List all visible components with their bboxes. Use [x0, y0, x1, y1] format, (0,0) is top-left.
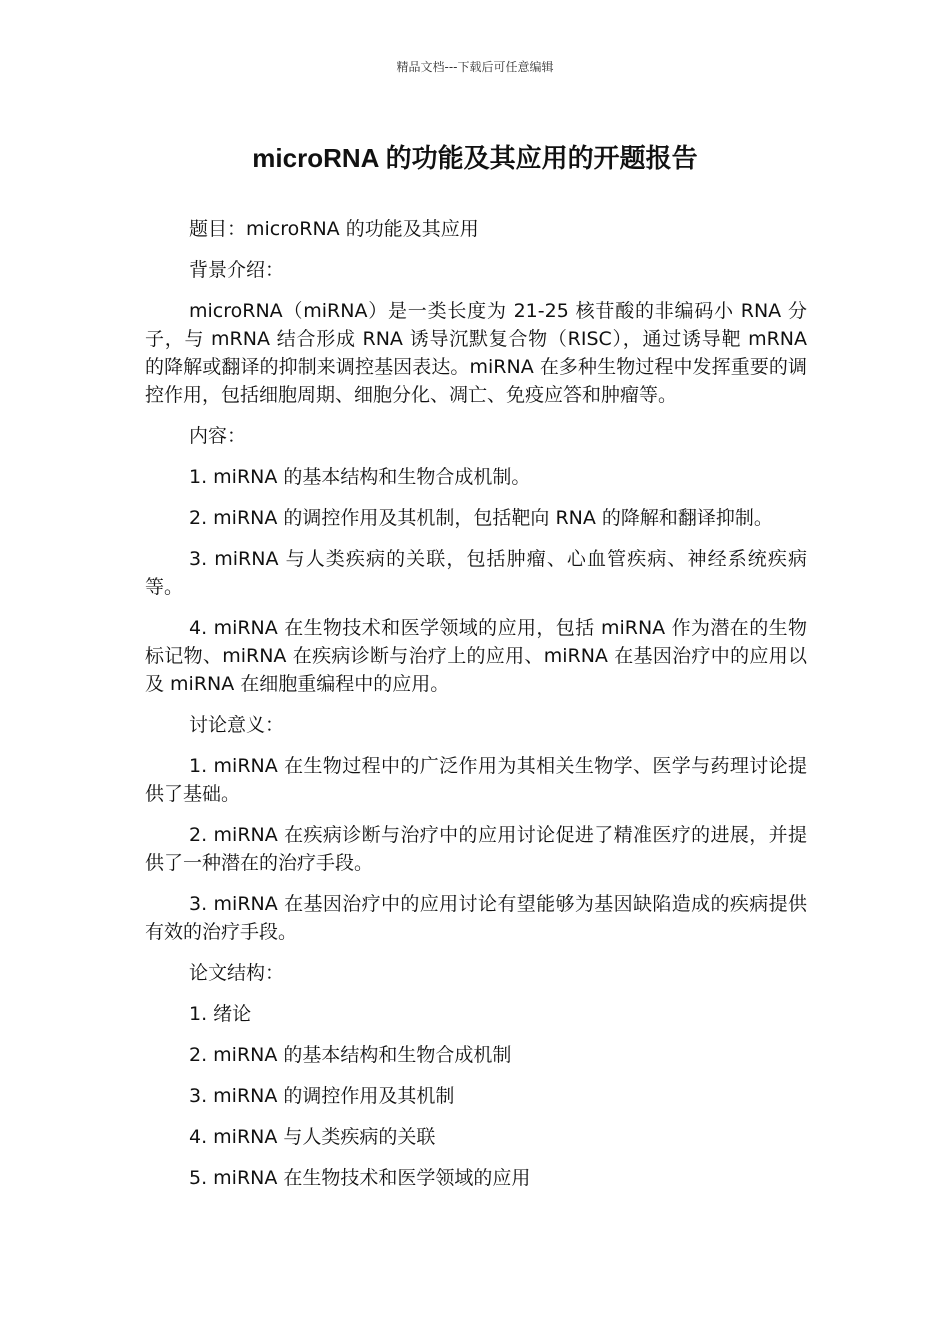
section-heading-significance: 讨论意义：: [189, 714, 285, 736]
content-item-4: 4. miRNA 在生物技术和医学领域的应用，包括 miRNA 作为潜在的生物标记物、miRNA 在疾病诊断与治疗上的应用、miRNA 在基因治疗中的应用以及 miRNA 在细胞重编程中的应用。: [145, 617, 807, 695]
structure-item-3: 3. miRNA 的调控作用及其机制: [189, 1085, 455, 1107]
structure-item-2: 2. miRNA 的基本结构和生物合成机制: [189, 1044, 512, 1066]
significance-item-1: 1. miRNA 在生物过程中的广泛作用为其相关生物学、医学与药理讨论提供了基础。: [145, 755, 807, 805]
significance-item-3: 3. miRNA 在基因治疗中的应用讨论有望能够为基因缺陷造成的疾病提供有效的治疗手段。: [145, 893, 807, 943]
section-heading-content: 内容：: [189, 425, 247, 447]
page-header-note: 精品文档---下载后可任意编辑: [396, 60, 554, 74]
content-item-2: 2. miRNA 的调控作用及其机制，包括靶向 RNA 的降解和翻译抑制。: [189, 507, 773, 529]
structure-item-4: 4. miRNA 与人类疾病的关联: [189, 1126, 436, 1148]
structure-item-5: 5. miRNA 在生物技术和医学领域的应用: [189, 1167, 531, 1189]
content-item-3: 3. miRNA 与人类疾病的关联，包括肿瘤、心血管疾病、神经系统疾病等。: [145, 548, 807, 598]
significance-item-2: 2. miRNA 在疾病诊断与治疗中的应用讨论促进了精准医疗的进展，并提供了一种潜在的治疗手段。: [145, 824, 807, 874]
content-item-1: 1. miRNA 的基本结构和生物合成机制。: [189, 466, 531, 488]
section-heading-structure: 论文结构：: [189, 962, 285, 984]
section-heading-background: 背景介绍：: [189, 259, 285, 281]
document-title: microRNA 的功能及其应用的开题报告: [252, 143, 698, 173]
document-body: [145, 215, 807, 1205]
background-paragraph: microRNA（miRNA）是一类长度为 21-25 核苷酸的非编码小 RNA 分子，与 mRNA 结合形成 RNA 诱导沉默复合物（RISC），通过诱导靶 mRNA 的降解或翻译的抑制来调控基因表达。miRNA 在多种生物过程中发挥重要的调控作用，包括细胞周期、细胞分化、凋亡、免疫应答和肿瘤等。: [145, 300, 807, 406]
structure-item-1: 1. 绪论: [189, 1003, 252, 1025]
topic-line: 题目：microRNA 的功能及其应用: [189, 218, 479, 240]
